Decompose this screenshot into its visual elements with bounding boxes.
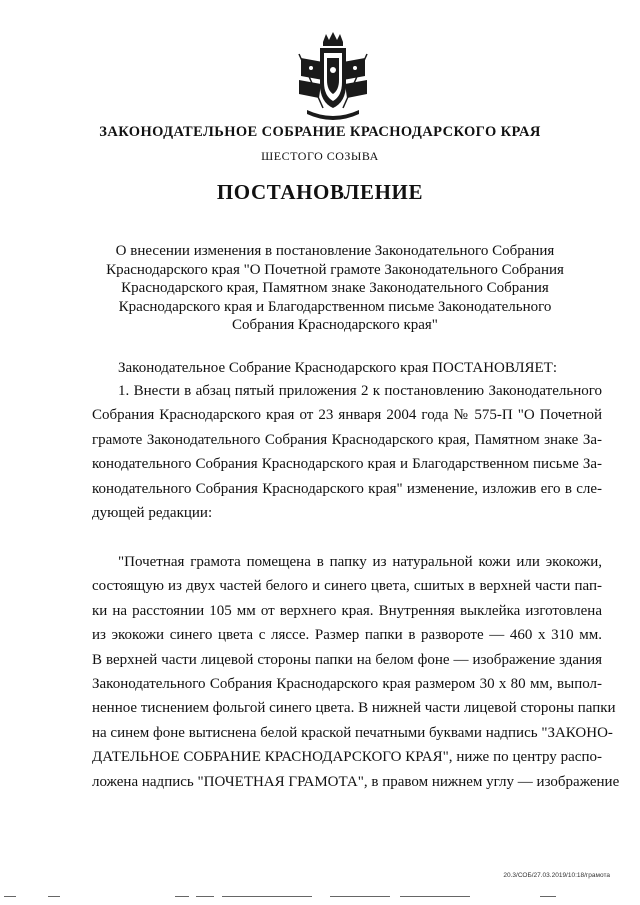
text-line: из экокожи синего цвета с ляссе. Размер папки в развороте — 460 x 310 мм. xyxy=(92,627,602,644)
subject-line: Краснодарского края "О Почетной грамоте Законодательного Собрания xyxy=(106,261,564,278)
text-line: конодательного Собрания Краснодарского края и Благодарственном письме За- xyxy=(92,456,602,473)
text-line: Собрания Краснодарского края от 23 января 2004 года № 575-П "О Почетной xyxy=(92,407,602,424)
text-line: состоящую из двух частей белого и синего цвета, сшитых в верхней части пап- xyxy=(92,578,602,595)
text-line: на синем фоне вытиснена белой краской печатными буквами надпись "ЗАКОНО- xyxy=(92,724,613,741)
scan-artifact xyxy=(175,896,189,897)
text-line: конодательного Собрания Краснодарского края" изменение, изложив его в сле- xyxy=(92,480,602,497)
text-line: ки на расстоянии 105 мм от верхнего края. Внутренняя выклейка изготовлена xyxy=(92,602,602,619)
subject-line: О внесении изменения в постановление Законодательного Собрания xyxy=(115,243,555,259)
scan-artifact xyxy=(4,896,16,897)
paragraph-1 xyxy=(92,379,602,525)
krasnodar-coat-of-arms-icon xyxy=(293,28,373,124)
paragraph-2 xyxy=(92,550,620,794)
scan-artifact xyxy=(222,896,312,897)
subject-line: Краснодарского края, Памятном знаке Законодательного Собрания xyxy=(121,280,549,296)
subject-line: Краснодарского края и Благодарственном письме Законодательного xyxy=(118,298,552,315)
text-line: ДАТЕЛЬНОЕ СОБРАНИЕ КРАСНОДАРСКОГО КРАЯ", ниже по центру распо- xyxy=(92,749,602,766)
scan-artifact xyxy=(400,896,470,897)
subject-line: Собрания Краснодарского края" xyxy=(232,317,438,333)
scan-artifact xyxy=(330,896,390,897)
scan-artifact xyxy=(196,896,214,897)
text-line: 1. Внести в абзац пятый приложения 2 к постановлению Законодательного xyxy=(118,383,602,399)
scan-artifact xyxy=(48,896,60,897)
text-line: ложена надпись "ПОЧЕТНАЯ ГРАМОТА", в правом нижнем углу — изображение xyxy=(92,773,620,790)
text-line: ненное тиснением фольгой синего цвета. В нижней части лицевой стороны папки xyxy=(92,700,616,717)
text-line: грамоте Законодательного Собрания Краснодарского края, Памятном знаке За- xyxy=(92,431,602,448)
text-line: Законодательного Собрания Краснодарского края размером 30 x 80 мм, выпол- xyxy=(92,676,602,693)
document-type-title: ПОСТАНОВЛЕНИЕ xyxy=(216,180,424,204)
assembly-name: ЗАКОНОДАТЕЛЬНОЕ СОБРАНИЕ КРАСНОДАРСКОГО КРАЯ xyxy=(99,124,541,140)
resolves-clause: Законодательное Собрание Краснодарского края ПОСТАНОВЛЯЕТ: xyxy=(118,360,557,376)
file-code: 20.3/СОБ/27.03.2019/10:18/грамота xyxy=(503,872,610,879)
scan-artifact xyxy=(540,896,556,897)
convocation: ШЕСТОГО СОЗЫВА xyxy=(261,149,379,163)
resolution-subject xyxy=(100,242,570,335)
text-line: В верхней части лицевой стороны папки на белом фоне — изображение здания xyxy=(92,651,602,668)
text-line: дующей редакции: xyxy=(92,505,213,522)
text-line: "Почетная грамота помещена в папку из натуральной кожи или экокожи, xyxy=(118,554,602,570)
